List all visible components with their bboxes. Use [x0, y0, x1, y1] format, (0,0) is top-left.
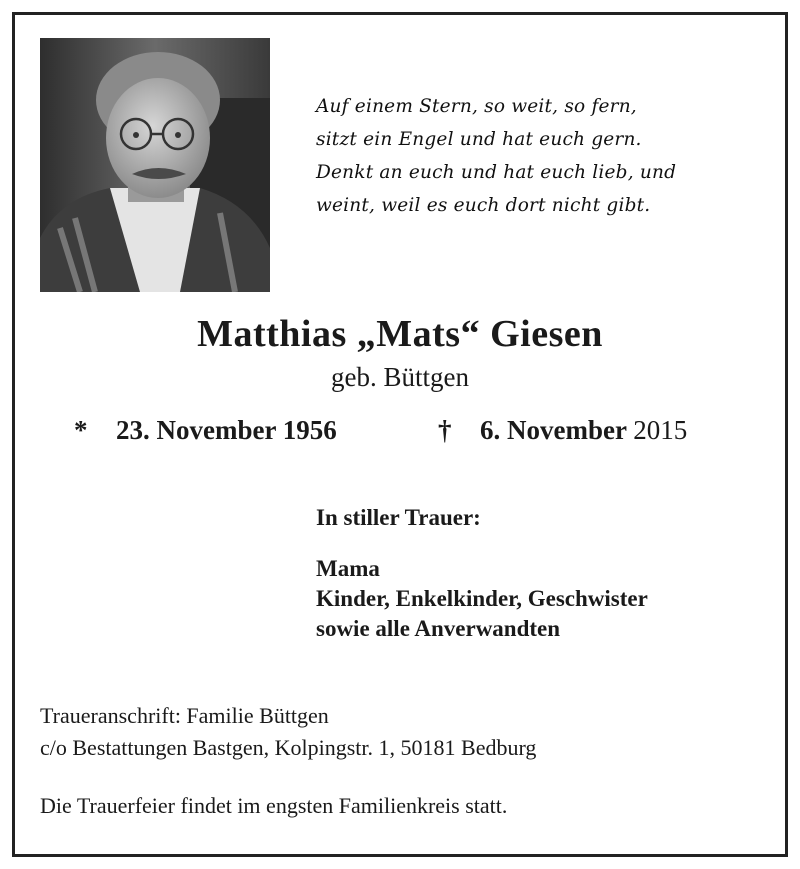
death-date: 6. November [480, 415, 627, 445]
poem-line: weint, weil es euch dort nicht gibt. [316, 195, 651, 216]
mourner-line: Mama [316, 556, 380, 581]
poem-line: sitzt ein Engel und hat euch gern. [316, 129, 642, 150]
birth-date: 23. November 1956 [116, 415, 337, 445]
memorial-poem [316, 90, 746, 222]
ceremony-note: Die Trauerfeier findet im engsten Familienkreis statt. [40, 793, 508, 818]
poem-line: Auf einem Stern, so weit, so fern, [316, 96, 637, 117]
deceased-name: Matthias „Mats“ Giesen [197, 313, 603, 355]
mourner-line: sowie alle Anverwandten [316, 616, 561, 641]
poem-line: Denkt an euch und hat euch lieb, und [316, 162, 677, 183]
mourners-list [316, 554, 648, 644]
birth-date-line [74, 415, 337, 446]
birth-name: geb. Büttgen [331, 362, 469, 392]
cross-icon: † [438, 415, 452, 445]
mourners-heading: In stiller Trauer: [316, 505, 481, 530]
mourner-line: Kinder, Enkelkinder, Geschwister [316, 586, 648, 611]
address-line: c/o Bestattungen Bastgen, Kolpingstr. 1, 50181 Bedburg [40, 735, 537, 760]
address-line: Traueranschrift: Familie Büttgen [40, 703, 329, 728]
birth-symbol: * [74, 415, 88, 445]
death-date-line [438, 415, 687, 446]
death-year: 2015 [633, 415, 688, 445]
mourning-address [40, 700, 536, 764]
portrait-photo [40, 38, 270, 292]
